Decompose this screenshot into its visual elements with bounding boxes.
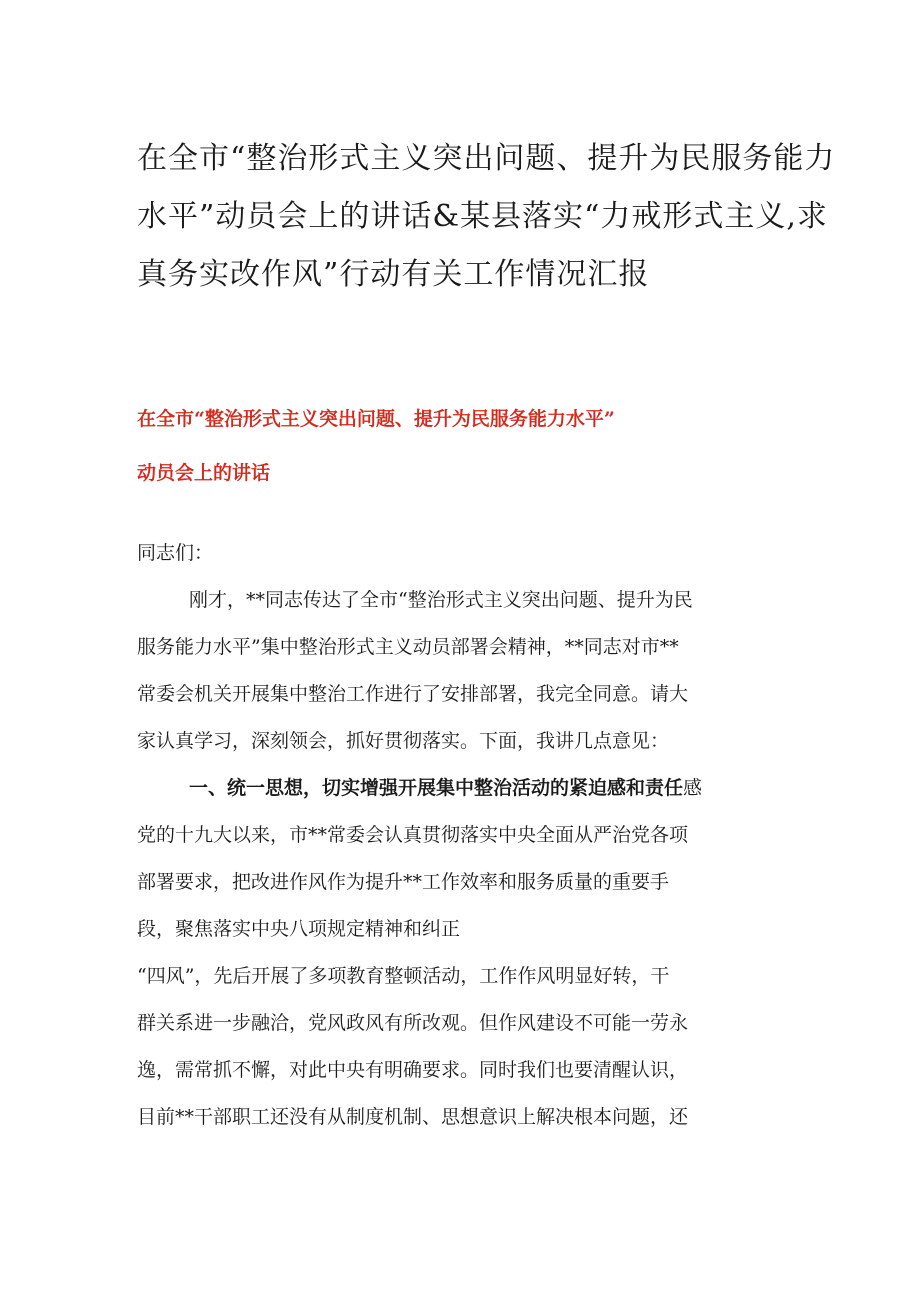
main-title [137, 130, 836, 304]
section1-heading-tail: 感 [683, 777, 703, 799]
paragraph1-line-4: 家认真学习，深刻领会，抓好贯彻落实。下面，我讲几点意见： [137, 730, 670, 752]
paragraph2-line-1: 党的十九大以来，市**常委会认真贯彻落实中央全面从严治党各项 [137, 824, 689, 846]
paragraph1-line-3: 常委会机关开展集中整治工作进行了安排部署，我完全同意。请大 [137, 683, 689, 705]
sub-title-line-2: 动员会上的讲话 [137, 462, 271, 484]
sub-title [137, 392, 797, 500]
salutation: 同志们： [137, 542, 214, 564]
paragraph2-line-2: 部署要求，把改进作风作为提升**工作效率和服务质量的重要手 [137, 871, 670, 893]
speech-body [137, 530, 777, 1141]
paragraph2-line-5: 群关系进一步融洽，党风政风有所改观。但作风建设不可能一劳永 [137, 1012, 689, 1034]
paragraph2-line-6: 逸，需常抓不懈，对此中央有明确要求。同时我们也要清醒认识， [137, 1059, 689, 1081]
section1-heading: 一、统一思想，切实增强开展集中整治活动的紧迫感和责任 [189, 777, 684, 799]
paragraph1-line-2: 服务能力水平”集中整治形式主义动员部署会精神，**同志对市** [137, 636, 679, 658]
section1-heading-line [137, 765, 777, 812]
main-title-line-1: 在全市“整治形式主义突出问题、提升为民服务能力 [137, 141, 836, 176]
paragraph2-line-3: 段，聚焦落实中央八项规定精神和纠正 [137, 918, 461, 940]
main-title-line-2: 水平”动员会上的讲话&某县落实“力戒形式主义,求 [137, 199, 828, 234]
paragraph2-line-7: 目前**干部职工还没有从制度机制、思想意识上解决根本问题，还 [137, 1106, 689, 1128]
paragraph2-line-4: “四风”，先后开展了多项教育整顿活动，工作作风明显好转，干 [137, 965, 670, 987]
sub-title-line-1: 在全市“整治形式主义突出问题、提升为民服务能力水平” [137, 408, 615, 430]
paragraph1-line-1: 刚才，**同志传达了全市“整治形式主义突出问题、提升为民 [189, 589, 693, 611]
main-title-line-3: 真务实改作风”行动有关工作情况汇报 [137, 257, 650, 292]
